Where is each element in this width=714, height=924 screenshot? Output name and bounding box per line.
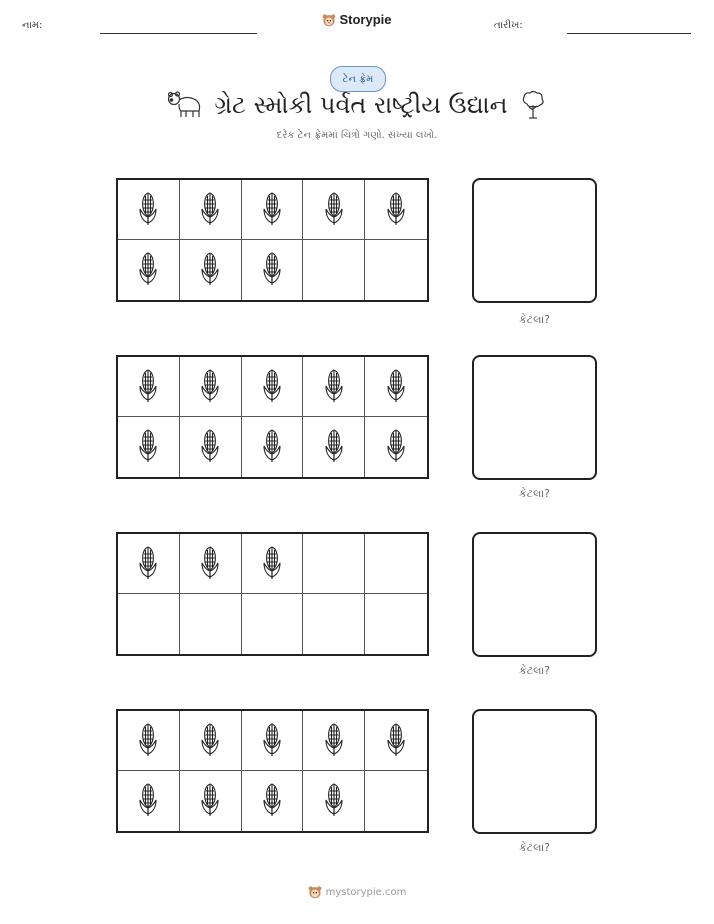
tree-icon [519, 90, 547, 120]
frame-cell [118, 594, 180, 654]
corn-icon [323, 721, 345, 761]
ten-frame-3 [116, 532, 429, 656]
corn-icon [323, 781, 345, 821]
how-many-label-3: કેટલા? [518, 664, 551, 677]
corn-icon [261, 367, 283, 407]
frame-cell [180, 594, 242, 654]
frame-cell [242, 180, 304, 240]
corn-icon [199, 544, 221, 584]
how-many-label-4: કેટલા? [518, 841, 551, 854]
corn-icon [261, 250, 283, 290]
ten-frame-4 [116, 709, 429, 833]
frame-cell [365, 180, 427, 240]
answer-box-4[interactable] [472, 709, 597, 834]
corn-icon [137, 190, 159, 230]
frame-cell [118, 180, 180, 240]
corn-icon [137, 250, 159, 290]
corn-icon [385, 367, 407, 407]
frame-cell [303, 240, 365, 300]
frame-cell [118, 240, 180, 300]
frame-cell [365, 534, 427, 594]
frame-cell [242, 771, 304, 831]
frame-cell [303, 534, 365, 594]
frame-cell [365, 357, 427, 417]
corn-icon [261, 721, 283, 761]
corn-icon [137, 427, 159, 467]
corn-icon [261, 427, 283, 467]
frame-cell [118, 357, 180, 417]
ten-frame-2 [116, 355, 429, 479]
title-row [0, 90, 714, 120]
frame-cell [118, 534, 180, 594]
ten-frame-1 [116, 178, 429, 302]
corn-icon [385, 427, 407, 467]
frame-cell [180, 417, 242, 477]
instructions: દરેક ટેન ફ્રેમમાં ચિત્રો ગણો. સંખ્યા લખો. [276, 130, 438, 141]
frame-cell [365, 771, 427, 831]
frame-cell [303, 417, 365, 477]
frame-cell [180, 711, 242, 771]
frame-cell [242, 594, 304, 654]
corn-icon [137, 721, 159, 761]
footer [0, 885, 714, 899]
name-label: નામ: [22, 20, 43, 31]
corn-icon [323, 190, 345, 230]
brand-logo [0, 12, 714, 27]
corn-icon [137, 781, 159, 821]
corn-icon [261, 544, 283, 584]
bear-icon [167, 90, 203, 120]
corn-icon [261, 781, 283, 821]
corn-icon [199, 721, 221, 761]
corn-icon [137, 544, 159, 584]
corn-icon [385, 721, 407, 761]
corn-icon [323, 427, 345, 467]
frame-cell [242, 711, 304, 771]
footer-url: mystorypie.com [325, 886, 407, 898]
ten-frame-badge: ટેન ફ્રેમ [330, 66, 386, 92]
frame-cell [365, 711, 427, 771]
brand-name: Storypie [339, 12, 392, 27]
name-line[interactable] [100, 33, 257, 34]
answer-box-1[interactable] [472, 178, 597, 303]
frame-cell [180, 180, 242, 240]
storypie-mascot-icon [322, 13, 336, 27]
answer-box-3[interactable] [472, 532, 597, 657]
corn-icon [385, 190, 407, 230]
corn-icon [199, 190, 221, 230]
how-many-label-2: કેટલા? [518, 487, 551, 500]
frame-cell [303, 357, 365, 417]
frame-cell [118, 417, 180, 477]
frame-cell [365, 417, 427, 477]
frame-cell [242, 357, 304, 417]
frame-cell [242, 417, 304, 477]
frame-cell [365, 240, 427, 300]
corn-icon [199, 367, 221, 407]
frame-cell [303, 594, 365, 654]
frame-cell [180, 771, 242, 831]
answer-box-2[interactable] [472, 355, 597, 480]
storypie-footer-icon [308, 885, 322, 899]
frame-cell [303, 711, 365, 771]
corn-icon [137, 367, 159, 407]
frame-cell [303, 180, 365, 240]
date-line[interactable] [567, 33, 691, 34]
corn-icon [199, 781, 221, 821]
frame-cell [118, 711, 180, 771]
frame-cell [118, 771, 180, 831]
frame-cell [242, 534, 304, 594]
frame-cell [303, 771, 365, 831]
date-label: તારીખ: [494, 20, 523, 31]
page-title: ગ્રેટ સ્મોકી પર્વત રાષ્ટ્રીય ઉદ્યાન [214, 91, 508, 119]
corn-icon [199, 427, 221, 467]
frame-cell [180, 240, 242, 300]
corn-icon [199, 250, 221, 290]
frame-cell [365, 594, 427, 654]
how-many-label-1: કેટલા? [518, 313, 551, 326]
corn-icon [261, 190, 283, 230]
frame-cell [180, 534, 242, 594]
corn-icon [323, 367, 345, 407]
frame-cell [180, 357, 242, 417]
frame-cell [242, 240, 304, 300]
